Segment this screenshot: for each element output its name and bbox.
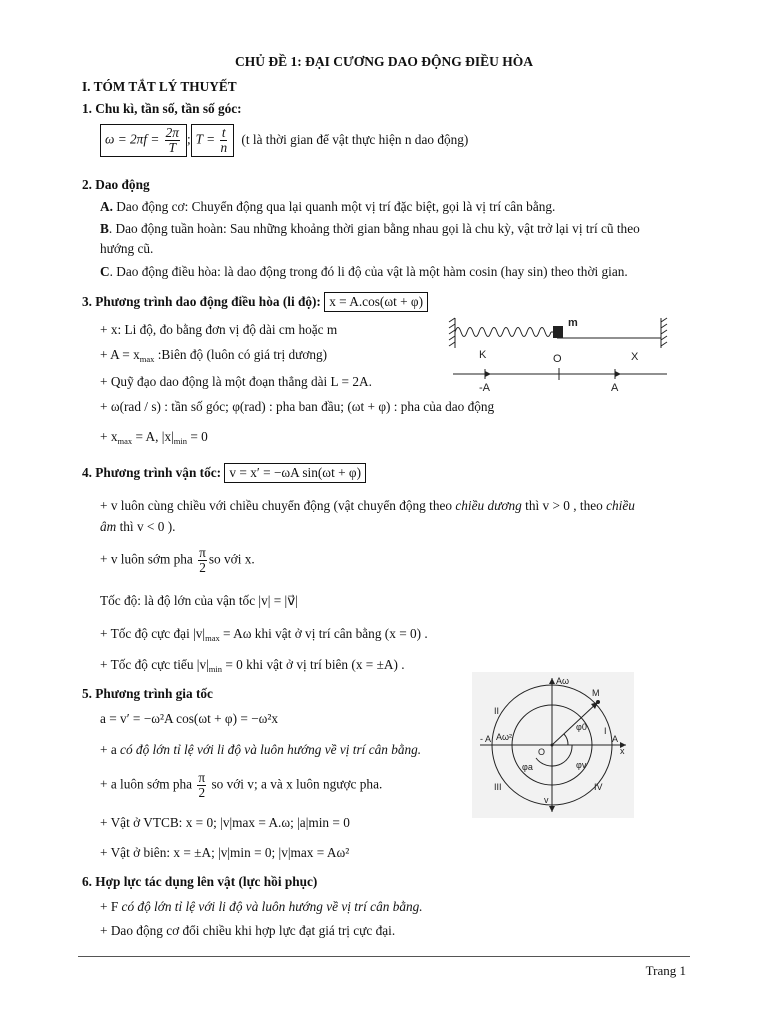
position-formula-box: x = A.cos(ωt + φ) — [324, 292, 428, 312]
item-c: C. Dao động điều hòa: là dao động trong đó li độ của vật là một hàm cosin (hay sin) theo thời gian. — [100, 264, 628, 279]
heading-2: 2. Dao động — [82, 177, 150, 192]
label-K: K — [479, 349, 487, 361]
s6-line2: + Dao động cơ đổi chiều khi hợp lực đạt giá trị cực đại. — [100, 923, 396, 938]
s5-line3: + Vật ở VTCB: x = 0; |v|max = A.ω; |a|min = 0 — [100, 815, 350, 830]
period-formula-box: T = $\frac{t}{n}$ — [191, 124, 234, 157]
s5-line2: + a luôn sớm pha $\frac{\pi}{2}$ so với v; a và x luôn ngược pha. — [100, 770, 383, 800]
velocity-formula-box: v = x′ = −ωA sin(ωt + φ) — [224, 463, 366, 483]
label-neg-A: -A — [479, 382, 490, 394]
label-quadrant-3: III — [494, 782, 502, 792]
label-phi-v: φv — [576, 760, 587, 770]
s4-line1-cont: âm thì v < 0 ). — [100, 519, 176, 534]
s3-line3: + Quỹ đạo dao động là một đoạn thẳng dài L = 2A. — [100, 374, 372, 389]
page-title: CHỦ ĐỀ 1: ĐẠI CƯƠNG DAO ĐỘNG ĐIỀU HÒA — [234, 54, 533, 69]
label-phi-a: φa — [522, 762, 533, 772]
label-X: X — [631, 351, 639, 363]
s5-line1: + a có độ lớn tỉ lệ với li độ và luôn hướng về vị trí cân bằng. — [100, 742, 422, 757]
label-right: A — [612, 734, 619, 744]
s3-line5: + $x_{max} = A$, $|x|_{min} = 0$ — [100, 429, 208, 446]
s4-line1: + v luôn cùng chiều với chiều chuyển động (vật chuyển động theo chiều dương thì v > 0 , theo chiều — [100, 498, 635, 513]
item-a: A. Dao động cơ: Chuyển động qua lại quanh một vị trí đặc biệt, gọi là vị trí cân bằng. — [100, 199, 556, 214]
label-left: - A — [480, 734, 492, 744]
formula-row-1: ω = 2πf = $\frac{2\pi}{T}$ ; T = $\frac{t}{n}$ (t là thời gian để vật thực hiện n dao động) — [100, 124, 468, 157]
label-quadrant-1: I — [604, 726, 607, 736]
label-O: O — [553, 353, 562, 365]
s6-line1: + F có độ lớn tỉ lệ với li độ và luôn hướng về vị trí cân bằng. — [100, 899, 423, 914]
heading-4-row: 4. Phương trình vận tốc: v = x′ = −ωA sin(ωt + φ) — [82, 463, 366, 483]
heading-6: 6. Hợp lực tác dụng lên vật (lực hồi phục) — [82, 874, 318, 889]
heading-5: 5. Phương trình gia tốc — [82, 686, 213, 701]
label-phi-0: φ0 — [576, 722, 587, 732]
label-center: O — [538, 747, 546, 757]
footer-divider — [78, 956, 690, 957]
s5-line4: + Vật ở biên: x = ±A; |v|min = 0; |v|max = Aω² — [100, 845, 350, 860]
label-m: m — [568, 317, 578, 329]
item-b-cont: hướng cũ. — [100, 241, 154, 256]
s3-line4: + ω(rad / s) : tần số góc; φ(rad) : pha ban đầu; (ωt + φ) : pha của dao động — [100, 399, 495, 414]
label-left2: Aω² — [496, 732, 513, 742]
section-heading: I. TÓM TẮT LÝ THUYẾT — [82, 79, 237, 94]
s3-line2: + $A = x_{max}$ :Biên độ (luôn có giá trị dương) — [100, 347, 328, 364]
label-bottom: v — [544, 795, 549, 805]
s3-line1: + x: Li độ, đo bằng đơn vị độ dài cm hoặc m — [100, 322, 338, 337]
omega-formula-box: ω = 2πf = $\frac{2\pi}{T}$ — [100, 124, 187, 157]
label-right-x: x — [620, 746, 625, 756]
s4-line2: + v luôn sớm pha $\frac{\pi}{2}$ so với x. — [100, 545, 255, 575]
spring-oscillator-diagram — [445, 314, 675, 396]
page-number: Trang 1 — [645, 963, 686, 978]
label-M: M — [592, 688, 600, 698]
label-top: Aω — [556, 676, 570, 686]
label-A: A — [611, 382, 619, 394]
phasor-circle-diagram — [472, 672, 634, 818]
heading-3-row: 3. Phương trình dao động điều hòa (li độ): x = A.cos(ωt + φ) — [82, 292, 428, 312]
mass-block — [553, 326, 563, 338]
s4-line5: + Tốc độ cực tiểu $|v|_{min} = 0$ khi vật ở vị trí biên (x = ±A) . — [100, 657, 405, 674]
label-quadrant-4: IV — [594, 782, 603, 792]
item-b: B. Dao động tuần hoàn: Sau những khoảng thời gian bằng nhau gọi là chu kỳ, vật trở lại vị trí cũ theo — [100, 221, 640, 236]
s4-line4: + Tốc độ cực đại $|v|_{max} = A\omega$ khi vật ở vị trí cân bằng (x = 0) . — [100, 626, 428, 643]
heading-1: 1. Chu kì, tần số, tần số góc: — [82, 101, 242, 116]
acceleration-formula: a = v′ = −ω²A cos(ωt + φ) = −ω²x — [100, 711, 279, 726]
s4-line3: Tốc độ: là độ lớn của vận tốc |v| = |v⃗| — [100, 593, 298, 608]
label-quadrant-2: II — [494, 706, 500, 716]
